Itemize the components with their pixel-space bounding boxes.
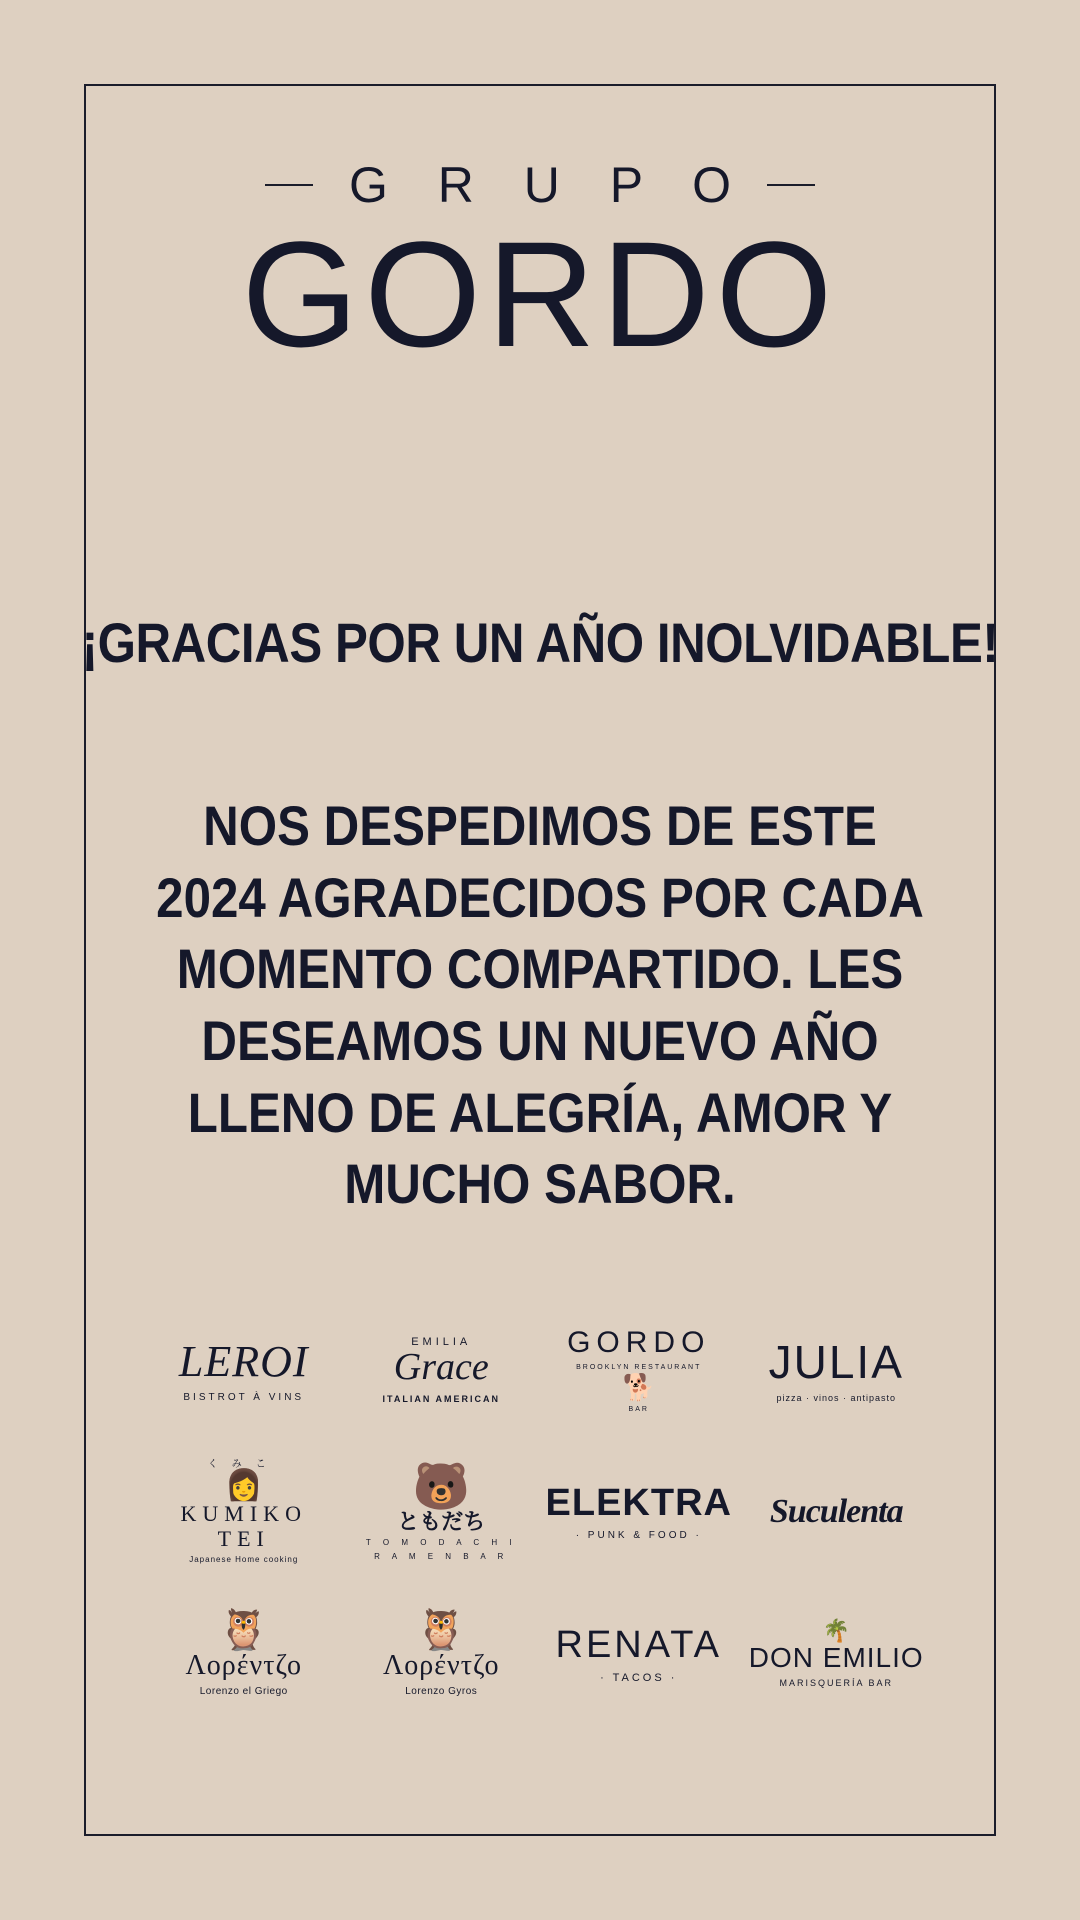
brand-name: GORDO	[241, 210, 839, 378]
brand-rule-right	[767, 184, 815, 186]
palm-tree-icon: 🌴	[822, 1617, 850, 1643]
logo-lorenzo-gyros-sub: Lorenzo Gyros	[405, 1686, 478, 1698]
logo-lorenzo-gyros-name: Λορέντζο	[383, 1650, 500, 1682]
logo-don-emilio-sub: MARISQUERÍA BAR	[779, 1677, 894, 1688]
logo-don-emilio	[743, 1594, 931, 1714]
chef-portrait-icon: 👩	[225, 1468, 263, 1502]
logo-lorenzo-griego-name: Λορέντζο	[185, 1650, 302, 1682]
brand-eyebrow-row	[0, 157, 1080, 213]
logo-renata-sub: · TACOS ·	[600, 1671, 678, 1684]
logo-elektra	[545, 1452, 733, 1572]
owl-icon: 🦉	[218, 1608, 269, 1653]
logo-leroi-name: LEROI	[178, 1336, 309, 1386]
body-text: NOS DESPEDIMOS DE ESTE 2024 AGRADECIDOS POR CADA MOMENTO COMPARTIDO. LES DESEAMOS UN NUEVO AÑO LLENO DE ALEGRÍA, AMOR Y MUCHO SABOR.	[156, 794, 924, 1216]
logo-kumiko-sub: Japanese Home cooking	[189, 1555, 299, 1565]
bulldog-icon: 🐕	[622, 1372, 655, 1403]
bear-portrait-icon: 🐻	[412, 1460, 470, 1513]
logo-julia-sub: pizza · vinos · antipasto	[776, 1393, 897, 1404]
restaurant-logo-grid	[150, 1310, 930, 1714]
logo-tomodachi	[348, 1452, 536, 1572]
logo-elektra-name: ELEKTRA	[545, 1482, 732, 1525]
logo-gordo-extra: BAR	[628, 1406, 649, 1414]
logo-emilia-sub: ITALIAN AMERICAN	[382, 1393, 500, 1404]
logo-gordo-sub: BROOKLYN RESTAURANT	[576, 1364, 702, 1372]
logo-suculenta-name: Suculenta	[769, 1493, 903, 1531]
logo-renata-name: RENATA	[555, 1623, 722, 1666]
logo-renata	[545, 1594, 733, 1714]
owl-icon: 🦉	[416, 1608, 467, 1653]
logo-kumiko-name: KUMIKO TEI	[180, 1500, 307, 1552]
logo-lorenzo-griego-sub: Lorenzo el Griego	[199, 1686, 288, 1698]
brand-rule-left	[265, 184, 313, 186]
logo-lorenzo-el-griego	[150, 1594, 338, 1714]
logo-kumiko-tei	[150, 1452, 338, 1572]
brand-eyebrow: G R U P O	[348, 157, 749, 213]
logo-leroi	[150, 1310, 338, 1430]
logo-leroi-sub: BISTROT À VINS	[183, 1391, 305, 1403]
logo-emilia-grace	[348, 1310, 536, 1430]
logo-gordo	[545, 1310, 733, 1430]
logo-don-emilio-name: DON EMILIO	[748, 1641, 924, 1673]
logo-tomodachi-name: ともだち	[397, 1509, 486, 1535]
logo-emilia-top: EMILIA	[411, 1335, 472, 1348]
logo-tomodachi-sub: T O M O D A C H I	[365, 1538, 517, 1548]
logo-emilia-name: Grace	[393, 1346, 489, 1389]
logo-tomodachi-extra: R A M E N B A R	[374, 1551, 509, 1561]
logo-julia-name: JULIA	[768, 1336, 904, 1389]
logo-kumiko-jp: くみこ	[207, 1459, 280, 1471]
headline-text: ¡GRACIAS POR UN AÑO INOLVIDABLE!	[81, 611, 999, 674]
logo-julia	[743, 1310, 931, 1430]
logo-lorenzo-gyros	[348, 1594, 536, 1714]
logo-gordo-name: GORDO	[567, 1325, 711, 1359]
brand-lockup	[0, 157, 1080, 378]
logo-suculenta	[743, 1452, 931, 1572]
logo-elektra-sub: · PUNK & FOOD ·	[575, 1530, 702, 1542]
